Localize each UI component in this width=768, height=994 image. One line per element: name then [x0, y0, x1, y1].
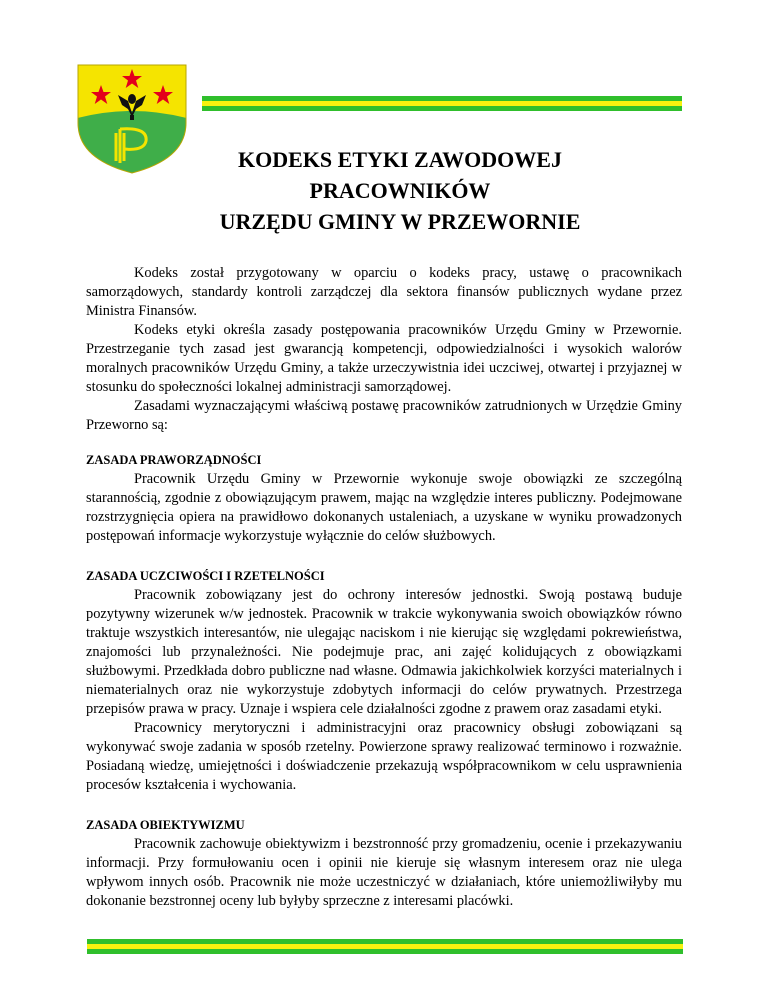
section-paragraph: Pracownik zobowiązany jest do ochrony interesów jednostki. Swoją postawą buduje pozytywny wizerunek w/w jednostek. Pracownik w trakcie wykonywania swoich obowiązków równo traktuje wszystkich interesantów, nie ulegając naciskom i nie kierując się względami pokrewieństwa, znajomości lub przynależności. Nie podejmuje prac, ani zajęć kolidujących z obowiązkami służbowymi. Przedkłada dobro publiczne nad własne. Odmawia jakichkolwiek korzyści materialnych i niematerialnych oraz nie wykorzystuje zdobytych informacji do celów prywatnych. Przestrzega przepisów prawa w pracy. Uznaje i wspiera cele działalności zgodne z prawem oraz zasadami etyki.	[86, 587, 682, 717]
intro-paragraph: Kodeks etyki określa zasady postępowania pracowników Urzędu Gminy w Przewornie. Przestrzeganie tych zasad jest gwarancją kompetencji, odpowiedzialności i wysokich walorów moralnych pracowników Urzędu Gminy, a także urzeczywistnia idei uczciwej, otwartej i przyjaznej w stosunku do społeczności lokalnej administracji samorządowej.	[86, 322, 682, 395]
section-heading: ZASADA OBIEKTYWIZMU	[86, 818, 245, 832]
decorative-stripe-top	[202, 96, 682, 111]
decorative-stripe-bottom	[87, 939, 683, 954]
title-line-2: PRACOWNIKÓW	[309, 178, 491, 203]
section-paragraph: Pracownicy merytoryczni i administracyjni oraz pracownicy obsługi zobowiązani są wykonywać swoje zadania w sposób rzetelny. Powierzone sprawy realizować terminowo i rozważnie. Posiadaną wiedzę, umiejętności i doświadczenie przekazują współpracownikom w celu usprawnienia procesów kształcenia i wychowania.	[86, 720, 682, 793]
section-heading: ZASADA UCZCIWOŚCI I RZETELNOŚCI	[86, 569, 325, 583]
intro-paragraph: Kodeks został przygotowany w oparciu o kodeks pracy, ustawę o pracownikach samorządowych, standardy kontroli zarządczej dla sektora finansów publicznych wydane przez Ministra Finansów.	[86, 265, 682, 319]
document-title	[100, 144, 700, 237]
title-line-3: URZĘDU GMINY W PRZEWORNIE	[219, 209, 581, 234]
section-heading: ZASADA PRAWORZĄDNOŚCI	[86, 453, 262, 467]
intro-paragraph: Zasadami wyznaczającymi właściwą postawę pracowników zatrudnionych w Urzędzie Gminy Przeworno są:	[86, 398, 682, 433]
section-paragraph: Pracownik Urzędu Gminy w Przewornie wykonuje swoje obowiązki ze szczególną starannością, zgodnie z obowiązującym prawem, mając na względzie interes publiczny. Podejmowane rozstrzygnięcia opiera na prawidłowo dokonanych ustaleniach, a uzyskane w wyniku prowadzonych postępowań informacje wykorzystuje wyłącznie do celów służbowych.	[86, 471, 682, 544]
title-line-1: KODEKS ETYKI ZAWODOWEJ	[238, 147, 562, 172]
section-paragraph: Pracownik zachowuje obiektywizm i bezstronność przy gromadzeniu, ocenie i przekazywaniu informacji. Przy formułowaniu ocen i opinii nie kieruje się własnym interesem oraz nie ulega wpływom innych osób. Pracownik nie może uczestniczyć w działaniach, które uniemożliwiłyby mu dokonanie bezstronnej oceny lub byłyby sprzeczne z interesami placówki.	[86, 836, 682, 909]
document-body	[86, 264, 682, 911]
